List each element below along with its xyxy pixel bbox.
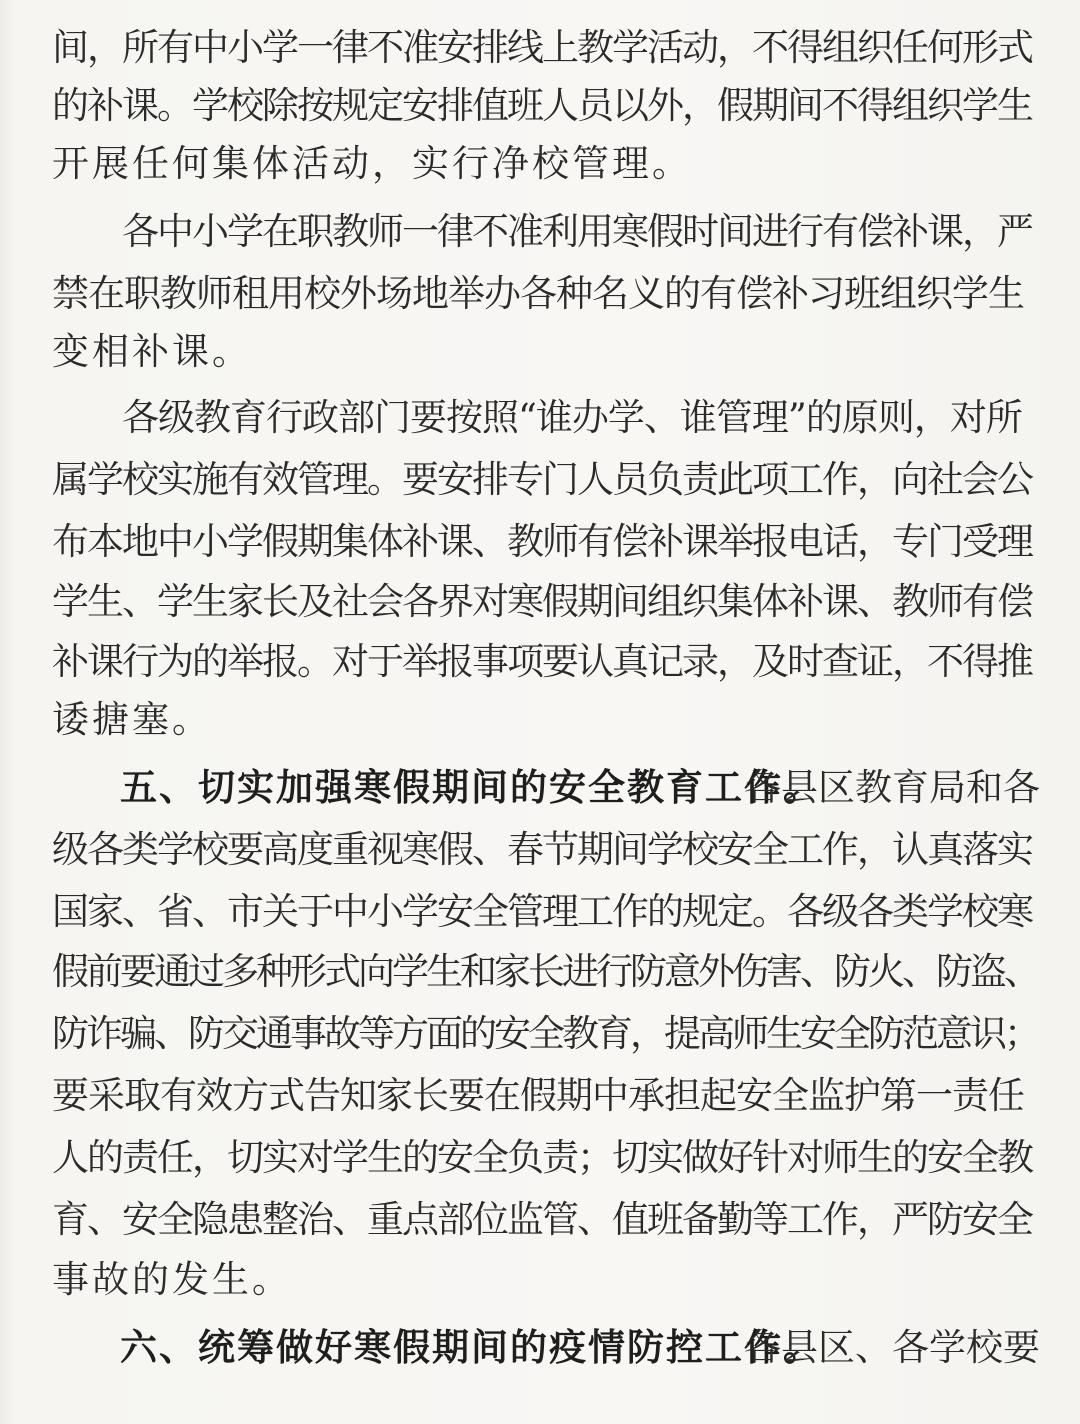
- section-heading: 五、切实加强寒假期间的安全教育工作。: [120, 766, 822, 809]
- text-line: [0, 1068, 1080, 1124]
- line-text: 要采取有效方式告知家长要在假期中承担起安全监护第一责任: [52, 1074, 1024, 1117]
- text-line: [0, 574, 1080, 630]
- text-line: [0, 1130, 1080, 1186]
- text-line: [0, 634, 1080, 690]
- line-text: 育、安全隐患整治、重点部位监管、值班备勤等工作，严防安全: [52, 1198, 1032, 1241]
- text-line: [0, 514, 1080, 570]
- text-line: [0, 944, 1080, 1000]
- line-text: 各县区教育局和各: [744, 766, 1040, 809]
- section-heading: 六、统筹做好寒假期间的疫情防控工作。: [120, 1326, 822, 1369]
- text-line: [0, 692, 1080, 748]
- section-heading-line: [0, 1320, 1080, 1376]
- text-line: [0, 1252, 1080, 1308]
- text-line: [0, 1006, 1080, 1062]
- line-text: 各县区、各学校要: [744, 1326, 1040, 1369]
- line-text: 变相补课。: [52, 330, 252, 373]
- text-line: [0, 884, 1080, 940]
- line-text: 防诈骗、防交通事故等方面的安全教育，提高师生安全防范意识；: [52, 1012, 1038, 1055]
- line-text: 补课行为的举报。对于举报事项要认真记录，及时查证，不得推: [52, 640, 1032, 683]
- line-text: 布本地中小学假期集体补课、教师有偿补课举报电话，专门受理: [52, 520, 1032, 563]
- line-text: 间，所有中小学一律不准安排线上教学活动，不得组织任何形式: [52, 26, 1032, 69]
- line-text: 开展任何集体活动，实行净校管理。: [52, 142, 692, 185]
- text-line: [0, 78, 1080, 134]
- line-text: 诿搪塞。: [52, 698, 212, 741]
- text-line: [0, 324, 1080, 380]
- text-line: [0, 390, 1080, 446]
- line-text: 禁在职教师租用校外场地举办各种名义的有偿补习班组织学生: [52, 272, 1024, 315]
- line-text: 级各类学校要高度重视寒假、春节期间学校安全工作，认真落实: [52, 828, 1032, 871]
- text-line: [0, 204, 1080, 260]
- text-line: [0, 20, 1080, 76]
- line-text: 人的责任，切实对学生的安全负责；切实做好针对师生的安全教: [52, 1136, 1032, 1179]
- text-line: [0, 266, 1080, 322]
- line-text: 学生、学生家长及社会各界对寒假期间组织集体补课、教师有偿: [52, 580, 1032, 623]
- section-heading-line: [0, 760, 1080, 816]
- line-text: 假前要通过多种形式向学生和家长进行防意外伤害、防火、防盗、: [52, 950, 1038, 993]
- text-line: [0, 136, 1080, 192]
- line-text: 各中小学在职教师一律不准利用寒假时间进行有偿补课，严: [122, 210, 1032, 253]
- line-text: 属学校实施有效管理。要安排专门人员负责此项工作，向社会公: [52, 458, 1032, 501]
- line-text: 事故的发生。: [52, 1258, 292, 1301]
- text-line: [0, 452, 1080, 508]
- line-text: 国家、省、市关于中小学安全管理工作的规定。各级各类学校寒: [52, 890, 1032, 933]
- line-text: 的补课。学校除按规定安排值班人员以外，假期间不得组织学生: [52, 84, 1032, 127]
- line-text: 各级教育行政部门要按照“谁办学、谁管理”的原则，对所: [122, 396, 1022, 439]
- text-line: [0, 822, 1080, 878]
- text-line: [0, 1192, 1080, 1248]
